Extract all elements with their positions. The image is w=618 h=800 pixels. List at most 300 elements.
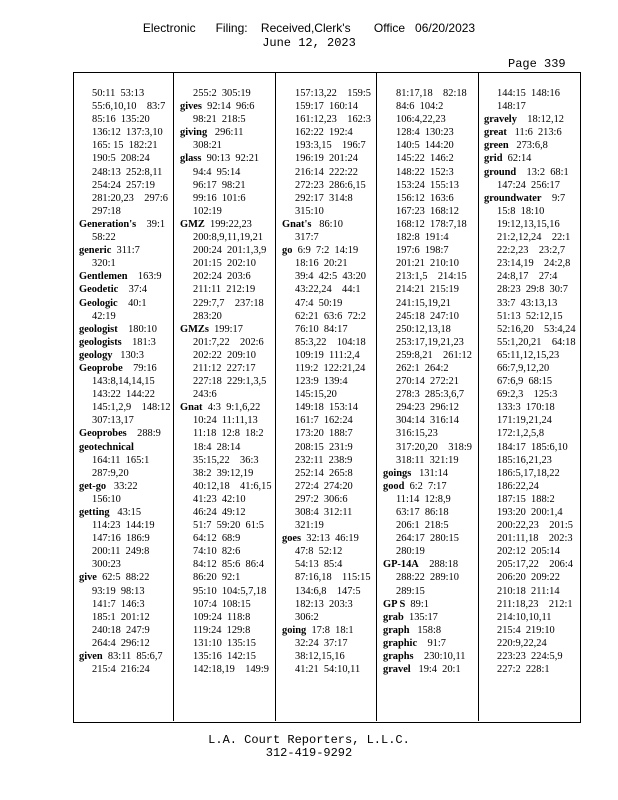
index-references: 128:4 130:23 (396, 127, 454, 139)
index-references: 38:2 39:12,19 (193, 467, 254, 479)
index-continuation (484, 454, 578, 467)
index-continuation (79, 624, 171, 637)
index-references: 205:17,22 206:4 (497, 559, 573, 571)
index-continuation (484, 231, 578, 244)
index-continuation (79, 139, 171, 152)
index-references: 9:7 (541, 192, 566, 204)
index-references: 172:1,2,5,8 (497, 428, 545, 440)
index-continuation (282, 585, 374, 598)
index-continuation (383, 427, 476, 440)
index-references: 4:3 9:1,6,22 (202, 402, 261, 414)
index-continuation (79, 192, 171, 205)
index-references: 11:14 12:8,9 (396, 493, 451, 505)
index-term: Geodetic (79, 284, 119, 296)
index-continuation (484, 467, 578, 480)
index-continuation (282, 598, 374, 611)
index-continuation (180, 441, 273, 454)
index-continuation (484, 493, 578, 506)
index-references: 287:9,20 (92, 467, 129, 479)
index-references: 227:18 229:1,3,5 (193, 376, 267, 388)
index-references: 306:2 (295, 611, 319, 623)
index-references: 182:8 191:4 (396, 232, 449, 244)
index-continuation (383, 388, 476, 401)
index-references: 47:8 52:12 (295, 546, 343, 558)
index-references: 163:9 (127, 271, 162, 283)
index-references: 135:16 142:15 (193, 651, 256, 663)
index-continuation (282, 441, 374, 454)
index-references: 42:19 (92, 310, 116, 322)
index-entry (79, 571, 171, 584)
index-continuation (383, 297, 476, 310)
index-references: 67:6,9 68:15 (497, 376, 553, 388)
index-column-3 (282, 87, 374, 710)
transcript-date: June 12, 2023 (262, 36, 356, 50)
index-entry (79, 297, 171, 310)
index-references: 41:21 54:10,11 (295, 664, 361, 676)
index-continuation (282, 100, 374, 113)
index-references: 64:12 68:9 (193, 533, 241, 545)
index-term: geologist (79, 323, 118, 335)
index-references: 98:21 218:5 (193, 114, 246, 126)
index-continuation (180, 297, 273, 310)
index-continuation (282, 388, 374, 401)
index-continuation (79, 87, 171, 100)
index-continuation (383, 349, 476, 362)
index-continuation (282, 362, 374, 375)
index-references: 95:10 104:5,7,18 (193, 585, 267, 597)
index-continuation (383, 454, 476, 467)
index-continuation (79, 205, 171, 218)
index-continuation (282, 336, 374, 349)
index-references: 214:10,10,11 (497, 611, 552, 623)
index-references: 38:12,15,16 (295, 651, 345, 663)
index-continuation (282, 205, 374, 218)
index-references: 39:4 42:5 43:20 (295, 271, 367, 283)
index-references: 230:10,11 (413, 651, 466, 663)
index-continuation (282, 401, 374, 414)
index-continuation (383, 336, 476, 349)
index-entry (383, 650, 476, 663)
index-references: 33:22 (106, 480, 138, 492)
index-continuation (282, 349, 374, 362)
index-references: 109:19 111:2,4 (295, 349, 360, 361)
index-entry (484, 152, 578, 165)
index-entry (79, 506, 171, 519)
index-entry (383, 637, 476, 650)
filing-stamp: Electronic Filing: Received,Clerk's Office 06/20/2023 (142, 21, 476, 35)
index-term: geotechnical (79, 441, 134, 453)
index-references: 141:7 146:3 (92, 598, 145, 610)
index-continuation (79, 179, 171, 192)
index-entry (383, 611, 476, 624)
index-references: 213:1,5 214:15 (396, 271, 467, 283)
index-references: 206:20 209:22 (497, 572, 560, 584)
index-continuation (180, 506, 273, 519)
index-continuation (484, 532, 578, 545)
index-continuation (180, 427, 273, 440)
index-continuation (383, 179, 476, 192)
index-continuation (383, 126, 476, 139)
index-continuation (484, 323, 578, 336)
index-continuation (79, 663, 171, 676)
index-continuation (282, 611, 374, 624)
index-continuation (484, 427, 578, 440)
index-continuation (79, 126, 171, 139)
index-entry (484, 126, 578, 139)
index-references: 220:9,22,24 (497, 637, 547, 649)
index-continuation (180, 414, 273, 427)
index-references: 43:22,24 44:1 (295, 284, 361, 296)
index-references: 297:2 306:6 (295, 493, 348, 505)
index-references: 76:10 84:17 (295, 323, 348, 335)
index-entry (180, 323, 273, 336)
index-references: 250:12,13,18 (396, 323, 451, 335)
index-references: 161:7 162:24 (295, 415, 353, 427)
index-term: Geoprobes (79, 428, 127, 440)
index-continuation (79, 598, 171, 611)
index-references: 292:17 314:8 (295, 192, 353, 204)
index-references: 17:8 18:1 (306, 624, 354, 636)
index-entry (383, 598, 476, 611)
index-references: 11:6 213:6 (506, 127, 562, 139)
index-entry (79, 427, 171, 440)
index-continuation (79, 152, 171, 165)
index-continuation (282, 166, 374, 179)
index-references: 254:24 257:19 (92, 179, 155, 191)
index-continuation (484, 336, 578, 349)
index-term: grid (484, 153, 503, 165)
index-continuation (484, 506, 578, 519)
index-continuation (79, 558, 171, 571)
column-divider (275, 73, 276, 721)
index-continuation (383, 493, 476, 506)
index-continuation (180, 598, 273, 611)
index-references: 186:5,17,18,22 (497, 467, 560, 479)
index-references: 135:17 (403, 611, 438, 623)
index-references: 19:12,13,15,16 (497, 218, 560, 230)
index-continuation (282, 310, 374, 323)
index-continuation (383, 244, 476, 257)
index-references: 119:24 129:8 (193, 624, 251, 636)
index-references: 200:11 249:8 (92, 546, 150, 558)
index-continuation (180, 231, 273, 244)
index-entry (180, 218, 273, 231)
index-references: 83:11 85:6,7 (102, 651, 163, 663)
index-term: graph (383, 624, 410, 636)
index-entry (79, 480, 171, 493)
index-references: 87:16,18 115:15 (295, 572, 371, 584)
index-entry (79, 362, 171, 375)
index-term: groundwater (484, 192, 542, 204)
index-continuation (282, 663, 374, 676)
index-term: ground (484, 166, 517, 178)
index-continuation (282, 270, 374, 283)
index-references: 143:22 144:22 (92, 389, 155, 401)
index-references: 167:23 168:12 (396, 205, 459, 217)
index-references: 90:13 92:21 (201, 153, 260, 165)
index-continuation (282, 192, 374, 205)
index-references: 32:13 46:19 (301, 533, 359, 545)
index-continuation (282, 126, 374, 139)
index-entry (383, 624, 476, 637)
index-continuation (180, 244, 273, 257)
index-continuation (383, 166, 476, 179)
index-term: getting (79, 507, 110, 518)
index-term: goings (383, 467, 412, 479)
index-references: 315:10 (295, 205, 324, 217)
index-references: 22:2,23 23:2,7 (497, 245, 566, 257)
index-entry (282, 218, 374, 231)
index-references: 186:22,24 (497, 480, 539, 492)
index-references: 297:18 (92, 205, 121, 217)
index-continuation (282, 454, 374, 467)
index-references: 229:7,7 237:18 (193, 297, 264, 309)
index-continuation (79, 545, 171, 558)
index-references: 156:10 (92, 493, 121, 505)
index-references: 18:4 28:14 (193, 441, 241, 453)
index-continuation (383, 362, 476, 375)
index-continuation (180, 585, 273, 598)
index-references: 288:18 (418, 559, 459, 571)
index-continuation (484, 218, 578, 231)
index-term: go (282, 245, 293, 257)
index-entry (282, 624, 374, 637)
index-references: 84:12 85:6 86:4 (193, 559, 265, 571)
index-references: 47:4 50:19 (295, 297, 343, 309)
index-continuation (484, 283, 578, 296)
index-continuation (282, 139, 374, 152)
index-references: 52:16,20 53:4,24 (497, 323, 576, 335)
index-continuation (180, 336, 273, 349)
index-continuation (484, 375, 578, 388)
index-references: 259:8,21 261:12 (396, 349, 472, 361)
index-entry (383, 558, 476, 571)
index-references: 23:14,19 24:2,8 (497, 258, 571, 270)
index-continuation (383, 100, 476, 113)
index-entry (79, 244, 171, 257)
index-continuation (282, 558, 374, 571)
index-continuation (180, 179, 273, 192)
index-references: 206:1 218:5 (396, 520, 449, 532)
index-references: 240:18 247:9 (92, 624, 150, 636)
index-entry (383, 663, 476, 676)
index-continuation (484, 571, 578, 584)
index-references: 65:11,12,15,23 (497, 349, 560, 361)
index-references: 232:11 238:9 (295, 454, 353, 466)
index-references: 133:3 170:18 (497, 402, 555, 414)
index-continuation (180, 454, 273, 467)
index-references: 114:23 144:19 (92, 520, 155, 532)
index-continuation (484, 545, 578, 558)
index-references: 24:8,17 27:4 (497, 271, 558, 283)
index-continuation (383, 218, 476, 231)
index-term: GP S (383, 598, 406, 610)
index-continuation (383, 414, 476, 427)
index-references: 296:11 (207, 127, 244, 139)
index-continuation (484, 414, 578, 427)
index-term: given (79, 651, 103, 663)
index-references: 130:3 (112, 349, 144, 361)
index-references: 202:24 203:6 (193, 271, 251, 283)
index-references: 86:20 92:1 (193, 572, 241, 584)
index-references: 19:4 20:1 (410, 664, 461, 676)
index-references: 35:15,22 36:3 (193, 454, 259, 466)
index-references: 317:7 (295, 232, 319, 244)
index-references: 288:22 289:10 (396, 572, 459, 584)
index-references: 86:10 (311, 218, 343, 230)
index-continuation (79, 388, 171, 401)
index-continuation (180, 650, 273, 663)
index-references: 147:24 256:17 (497, 179, 560, 191)
index-term: giving (180, 127, 208, 139)
index-continuation (79, 493, 171, 506)
index-column-1 (79, 87, 171, 710)
index-continuation (484, 270, 578, 283)
index-references: 51:13 52:12,15 (497, 310, 563, 322)
index-references: 79:16 (122, 362, 157, 374)
index-entry (180, 126, 273, 139)
index-term: goes (282, 533, 302, 545)
index-references: 140:5 144:20 (396, 140, 454, 152)
index-continuation (484, 179, 578, 192)
index-continuation (180, 283, 273, 296)
index-continuation (180, 270, 273, 283)
index-continuation (180, 349, 273, 362)
index-continuation (180, 480, 273, 493)
index-continuation (79, 166, 171, 179)
index-continuation (383, 571, 476, 584)
index-continuation (484, 480, 578, 493)
index-references: 136:12 137:3,10 (92, 127, 163, 139)
index-continuation (180, 571, 273, 584)
reporter-phone: 312-419-9292 (265, 746, 353, 760)
index-references: 40:12,18 41:6,15 (193, 480, 272, 492)
index-term: great (484, 127, 507, 139)
index-continuation (383, 192, 476, 205)
index-entry (79, 441, 171, 454)
index-continuation (484, 205, 578, 218)
index-references: 304:14 316:14 (396, 415, 459, 427)
index-references: 318:11 321:19 (396, 454, 459, 466)
index-references: 241:15,19,21 (396, 297, 451, 309)
index-term: get-go (79, 480, 107, 492)
index-continuation (383, 113, 476, 126)
index-references: 63:17 86:18 (396, 507, 449, 518)
index-references: 171:19,21,24 (497, 415, 552, 427)
index-references: 102:19 (193, 205, 222, 217)
index-term: generic (79, 245, 112, 257)
index-term: GP-14A (383, 559, 419, 571)
index-term: Gentlemen (79, 271, 128, 283)
index-continuation (484, 100, 578, 113)
index-entry (383, 467, 476, 480)
index-continuation (282, 427, 374, 440)
index-references: 107:4 108:15 (193, 598, 251, 610)
index-continuation (180, 532, 273, 545)
index-references: 21:2,12,24 22:1 (497, 232, 571, 244)
index-references: 180:10 (117, 323, 157, 335)
index-term: Geoprobe (79, 362, 123, 374)
index-term: Gnat (180, 402, 203, 414)
index-continuation (180, 624, 273, 637)
index-entry (484, 192, 578, 205)
index-references: 211:11 212:19 (193, 284, 256, 296)
index-references: 210:18 211:14 (497, 585, 560, 597)
index-continuation (484, 297, 578, 310)
index-continuation (180, 139, 273, 152)
index-continuation (180, 205, 273, 218)
index-references: 182:13 203:3 (295, 598, 353, 610)
index-references: 190:5 208:24 (92, 153, 150, 165)
index-continuation (282, 650, 374, 663)
index-references: 289:15 (396, 585, 425, 597)
index-references: 84:6 104:2 (396, 101, 444, 113)
index-references: 94:4 95:14 (193, 166, 241, 178)
index-continuation (180, 166, 273, 179)
index-references: 33:7 43:13,13 (497, 297, 558, 309)
index-references: 243:6 (193, 389, 217, 401)
index-references: 93:19 98:13 (92, 585, 145, 597)
index-continuation (180, 519, 273, 532)
index-continuation (180, 375, 273, 388)
index-continuation (383, 441, 476, 454)
index-continuation (180, 192, 273, 205)
index-term: Gnat's (282, 218, 312, 230)
index-continuation (484, 349, 578, 362)
index-references: 39:1 (136, 218, 166, 230)
index-references: 40:1 (117, 297, 147, 309)
index-references: 145:15,20 (295, 389, 337, 401)
index-references: 317:20,20 318:9 (396, 441, 472, 453)
index-references: 264:17 280:15 (396, 533, 459, 545)
index-entry (484, 139, 578, 152)
index-references: 184:17 185:6,10 (497, 441, 568, 453)
index-references: 148:17 (497, 101, 526, 113)
index-continuation (180, 257, 273, 270)
index-continuation (484, 87, 578, 100)
index-references: 320:1 (92, 258, 116, 270)
index-references: 187:15 188:2 (497, 493, 555, 505)
index-references: 96:17 98:21 (193, 179, 246, 191)
index-continuation (383, 532, 476, 545)
index-references: 28:23 29:8 30:7 (497, 284, 569, 296)
index-references: 6:9 7:2 14:19 (292, 245, 359, 257)
index-references: 91:7 (417, 637, 446, 649)
index-continuation (282, 493, 374, 506)
index-entry (79, 323, 171, 336)
index-references: 15:8 18:10 (497, 205, 545, 217)
index-continuation (180, 113, 273, 126)
index-entry (282, 244, 374, 257)
index-term: good (383, 480, 405, 492)
index-continuation (79, 519, 171, 532)
index-references: 214:21 215:19 (396, 284, 459, 296)
index-references: 18:16 20:21 (295, 258, 348, 270)
index-references: 215:4 216:24 (92, 664, 150, 676)
index-references: 264:4 296:12 (92, 637, 150, 649)
index-references: 223:23 224:5,9 (497, 651, 563, 663)
index-continuation (282, 506, 374, 519)
index-term: Geologic (79, 297, 118, 309)
index-references: 162:22 192:4 (295, 127, 353, 139)
index-references: 199:22,23 (204, 218, 252, 230)
index-references: 201:21 210:10 (396, 258, 459, 270)
index-references: 142:18,19 149:9 (193, 664, 269, 676)
index-references: 85:16 135:20 (92, 114, 150, 126)
index-references: 144:15 148:16 (497, 88, 560, 99)
index-continuation (484, 650, 578, 663)
index-references: 69:2,3 125:3 (497, 389, 558, 401)
